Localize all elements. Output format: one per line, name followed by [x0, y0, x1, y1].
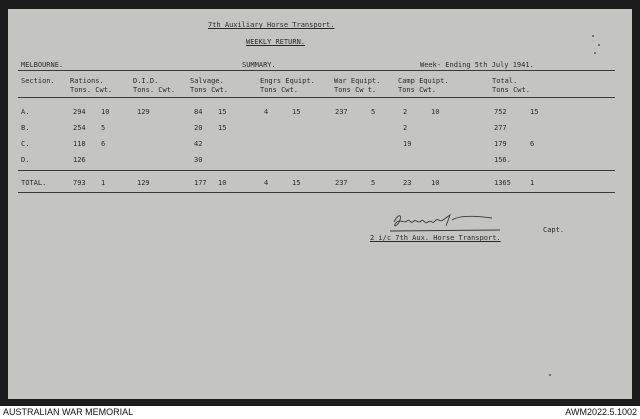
- column-header: D.I.D.: [133, 77, 159, 85]
- location-label: MELBOURNE.: [21, 61, 64, 69]
- total-cell: 1365: [494, 179, 511, 187]
- table-cell: 6: [530, 140, 535, 148]
- column-subheader: Tons. Cwt.: [133, 86, 176, 94]
- punch-mark: [549, 374, 551, 376]
- total-bottom-rule: [18, 192, 615, 193]
- column-subheader: Tons Cwt.: [492, 86, 530, 94]
- total-cell: 10: [431, 179, 440, 187]
- table-cell: 2: [403, 108, 408, 116]
- column-header: Rations.: [70, 77, 104, 85]
- total-cell: 23: [403, 179, 412, 187]
- table-cell: 254: [73, 124, 86, 132]
- table-cell: 6: [101, 140, 106, 148]
- column-subheader: Tons Cwt.: [398, 86, 436, 94]
- table-cell: 15: [218, 108, 227, 116]
- total-cell: 15: [292, 179, 301, 187]
- table-cell: 5: [371, 108, 376, 116]
- table-cell: 237: [335, 108, 348, 116]
- table-cell: 20: [194, 124, 203, 132]
- table-cell: 118: [73, 140, 86, 148]
- table-cell: 752: [494, 108, 507, 116]
- total-cell: 1: [530, 179, 535, 187]
- signatory-rank: Capt.: [543, 226, 565, 234]
- footer-source: AUSTRALIAN WAR MEMORIAL: [3, 407, 134, 417]
- column-header: Engrs Equipt.: [260, 77, 315, 85]
- column-subheader: Tons Cwt.: [260, 86, 298, 94]
- column-header: Camp Equipt.: [398, 77, 449, 85]
- signatory-line: 2 i/c 7th Aux. Horse Transport.: [370, 234, 501, 242]
- table-cell: 42: [194, 140, 203, 148]
- total-cell: 5: [371, 179, 376, 187]
- column-subheader: Tons. Cwt.: [70, 86, 113, 94]
- table-cell: 2: [403, 124, 408, 132]
- row-section-label: A.: [21, 108, 30, 116]
- table-cell: 30: [194, 156, 203, 164]
- total-top-rule: [18, 170, 615, 171]
- table-cell: 10: [101, 108, 110, 116]
- table-cell: 84: [194, 108, 203, 116]
- table-cell: 179: [494, 140, 507, 148]
- column-header: Section.: [21, 77, 55, 85]
- table-cell: 15: [530, 108, 539, 116]
- column-header: Total.: [492, 77, 518, 85]
- total-cell: 4: [264, 179, 269, 187]
- total-cell: 237: [335, 179, 348, 187]
- signature: [388, 210, 503, 234]
- column-subheader: Tons Cw t.: [334, 86, 377, 94]
- column-subheader: Tons Cwt.: [190, 86, 228, 94]
- punch-mark: [592, 35, 594, 37]
- total-cell: 1: [101, 179, 106, 187]
- table-cell: 126: [73, 156, 86, 164]
- footer-id: AWM2022.5.1002: [565, 407, 637, 417]
- table-cell: 15: [292, 108, 301, 116]
- total-label: TOTAL.: [21, 179, 47, 187]
- punch-mark: [594, 52, 596, 54]
- row-section-label: D.: [21, 156, 30, 164]
- total-cell: 129: [137, 179, 150, 187]
- table-cell: 15: [218, 124, 227, 132]
- table-cell: 129: [137, 108, 150, 116]
- header-rule: [18, 97, 615, 98]
- total-cell: 793: [73, 179, 86, 187]
- table-cell: 19: [403, 140, 412, 148]
- column-header: Salvage.: [190, 77, 224, 85]
- table-cell: 277: [494, 124, 507, 132]
- week-ending-label: Week- Ending 5th July 1941.: [420, 61, 534, 69]
- document-page: [8, 9, 632, 399]
- table-cell: 10: [431, 108, 440, 116]
- total-cell: 177: [194, 179, 207, 187]
- top-rule: [18, 70, 615, 71]
- footer-bar: [0, 406, 640, 419]
- table-cell: 5: [101, 124, 106, 132]
- punch-mark: [598, 44, 600, 46]
- table-cell: 4: [264, 108, 269, 116]
- document-title: 7th Auxiliary Horse Transport.: [208, 21, 335, 29]
- document-subtitle: WEEKLY RETURN.: [246, 38, 306, 46]
- table-cell: 294: [73, 108, 86, 116]
- summary-label: SUMMARY.: [242, 61, 276, 69]
- row-section-label: C.: [21, 140, 30, 148]
- column-header: War Equipt.: [334, 77, 381, 85]
- row-section-label: B.: [21, 124, 30, 132]
- table-cell: 156.: [494, 156, 511, 164]
- total-cell: 10: [218, 179, 227, 187]
